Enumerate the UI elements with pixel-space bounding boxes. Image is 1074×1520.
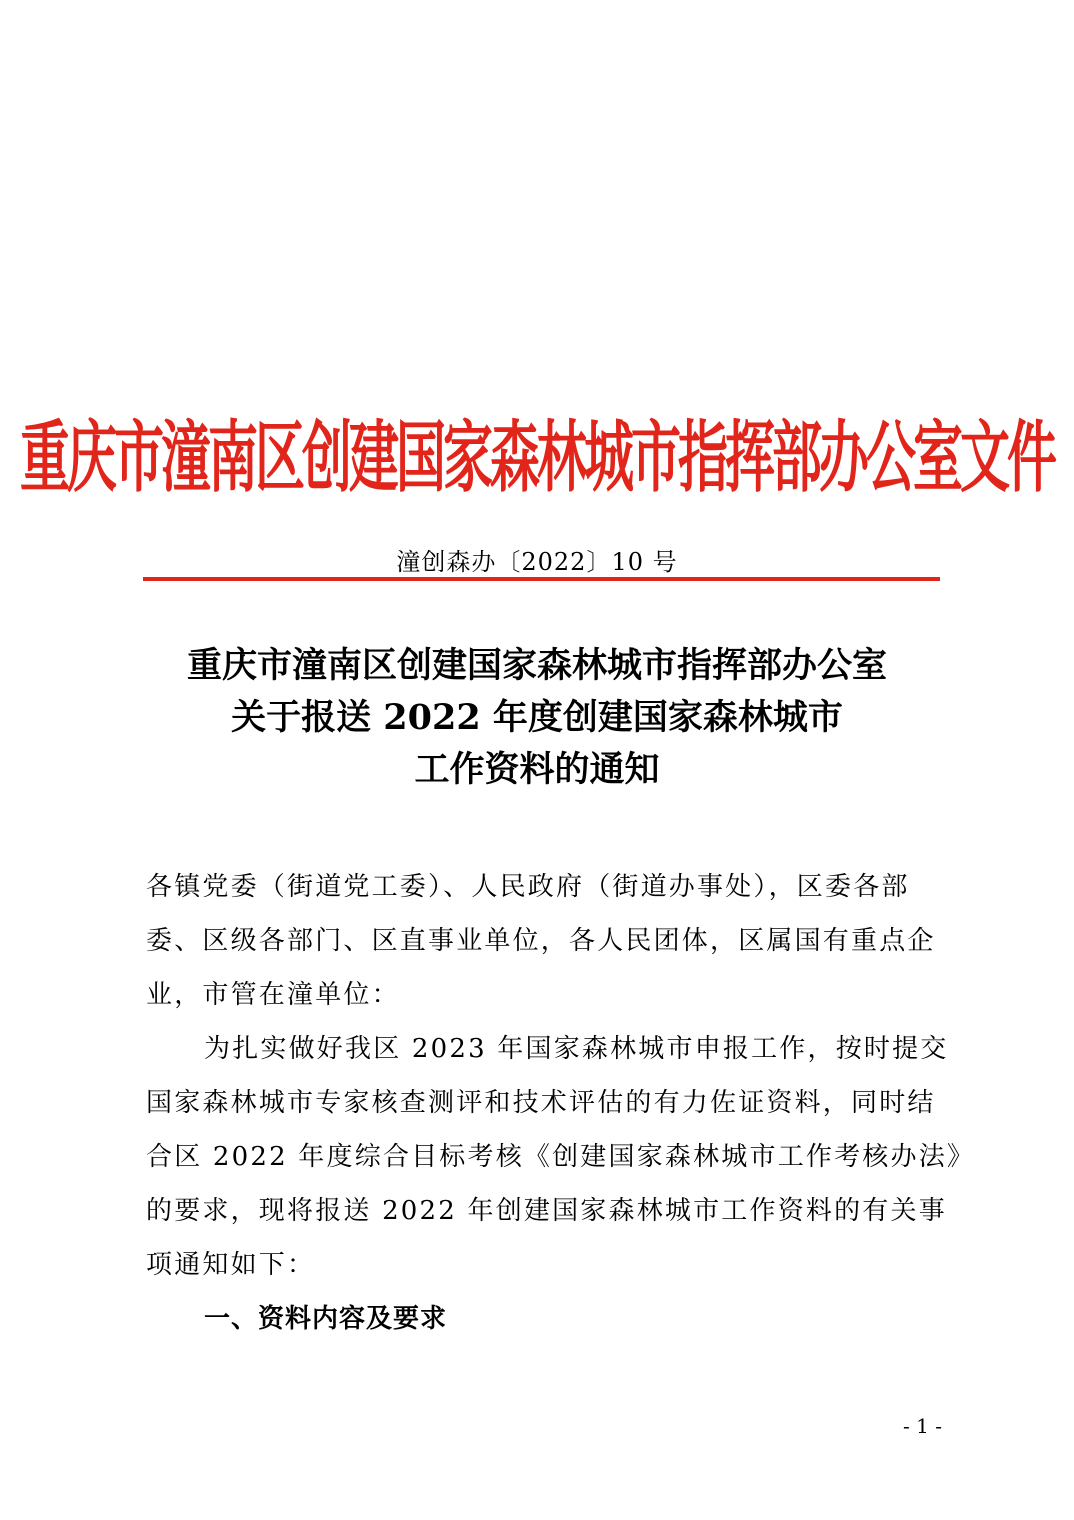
paragraph-line: 为扎实做好我区 2023 年国家森林城市申报工作，按时提交 — [204, 1034, 949, 1064]
document-title — [0, 640, 1074, 796]
title-line: 关于报送 2022 年度创建国家森林城市 — [231, 697, 843, 738]
section-heading: 一、资料内容及要求 — [204, 1304, 448, 1334]
recipients-line: 委、区级各部门、区直事业单位，各人民团体，区属国有重点企 — [146, 926, 936, 956]
paragraph-line: 国家森林城市专家核查测评和技术评估的有力佐证资料，同时结 — [146, 1088, 936, 1118]
title-line: 工作资料的通知 — [414, 749, 660, 790]
recipients-line: 各镇党委（街道党工委）、人民政府（街道办事处），区委各部 — [146, 872, 910, 902]
paragraph-line: 项通知如下： — [146, 1250, 316, 1280]
paragraph-line: 合区 2022 年度综合目标考核《创建国家森林城市工作考核办法》 — [146, 1142, 976, 1172]
document-body — [146, 860, 976, 1346]
title-line: 重庆市潼南区创建国家森林城市指挥部办公室 — [186, 645, 887, 686]
recipients-line: 业，市管在潼单位： — [146, 980, 400, 1010]
issuer-red-header: 重庆市潼南区创建国家森林城市指挥部办公室文件 — [20, 412, 1054, 503]
red-separator-line — [143, 577, 940, 581]
document-number: 潼创森办〔2022〕10 号 — [396, 548, 678, 576]
paragraph-line: 的要求，现将报送 2022 年创建国家森林城市工作资料的有关事 — [146, 1196, 947, 1226]
page-number: - 1 - — [903, 1414, 942, 1438]
